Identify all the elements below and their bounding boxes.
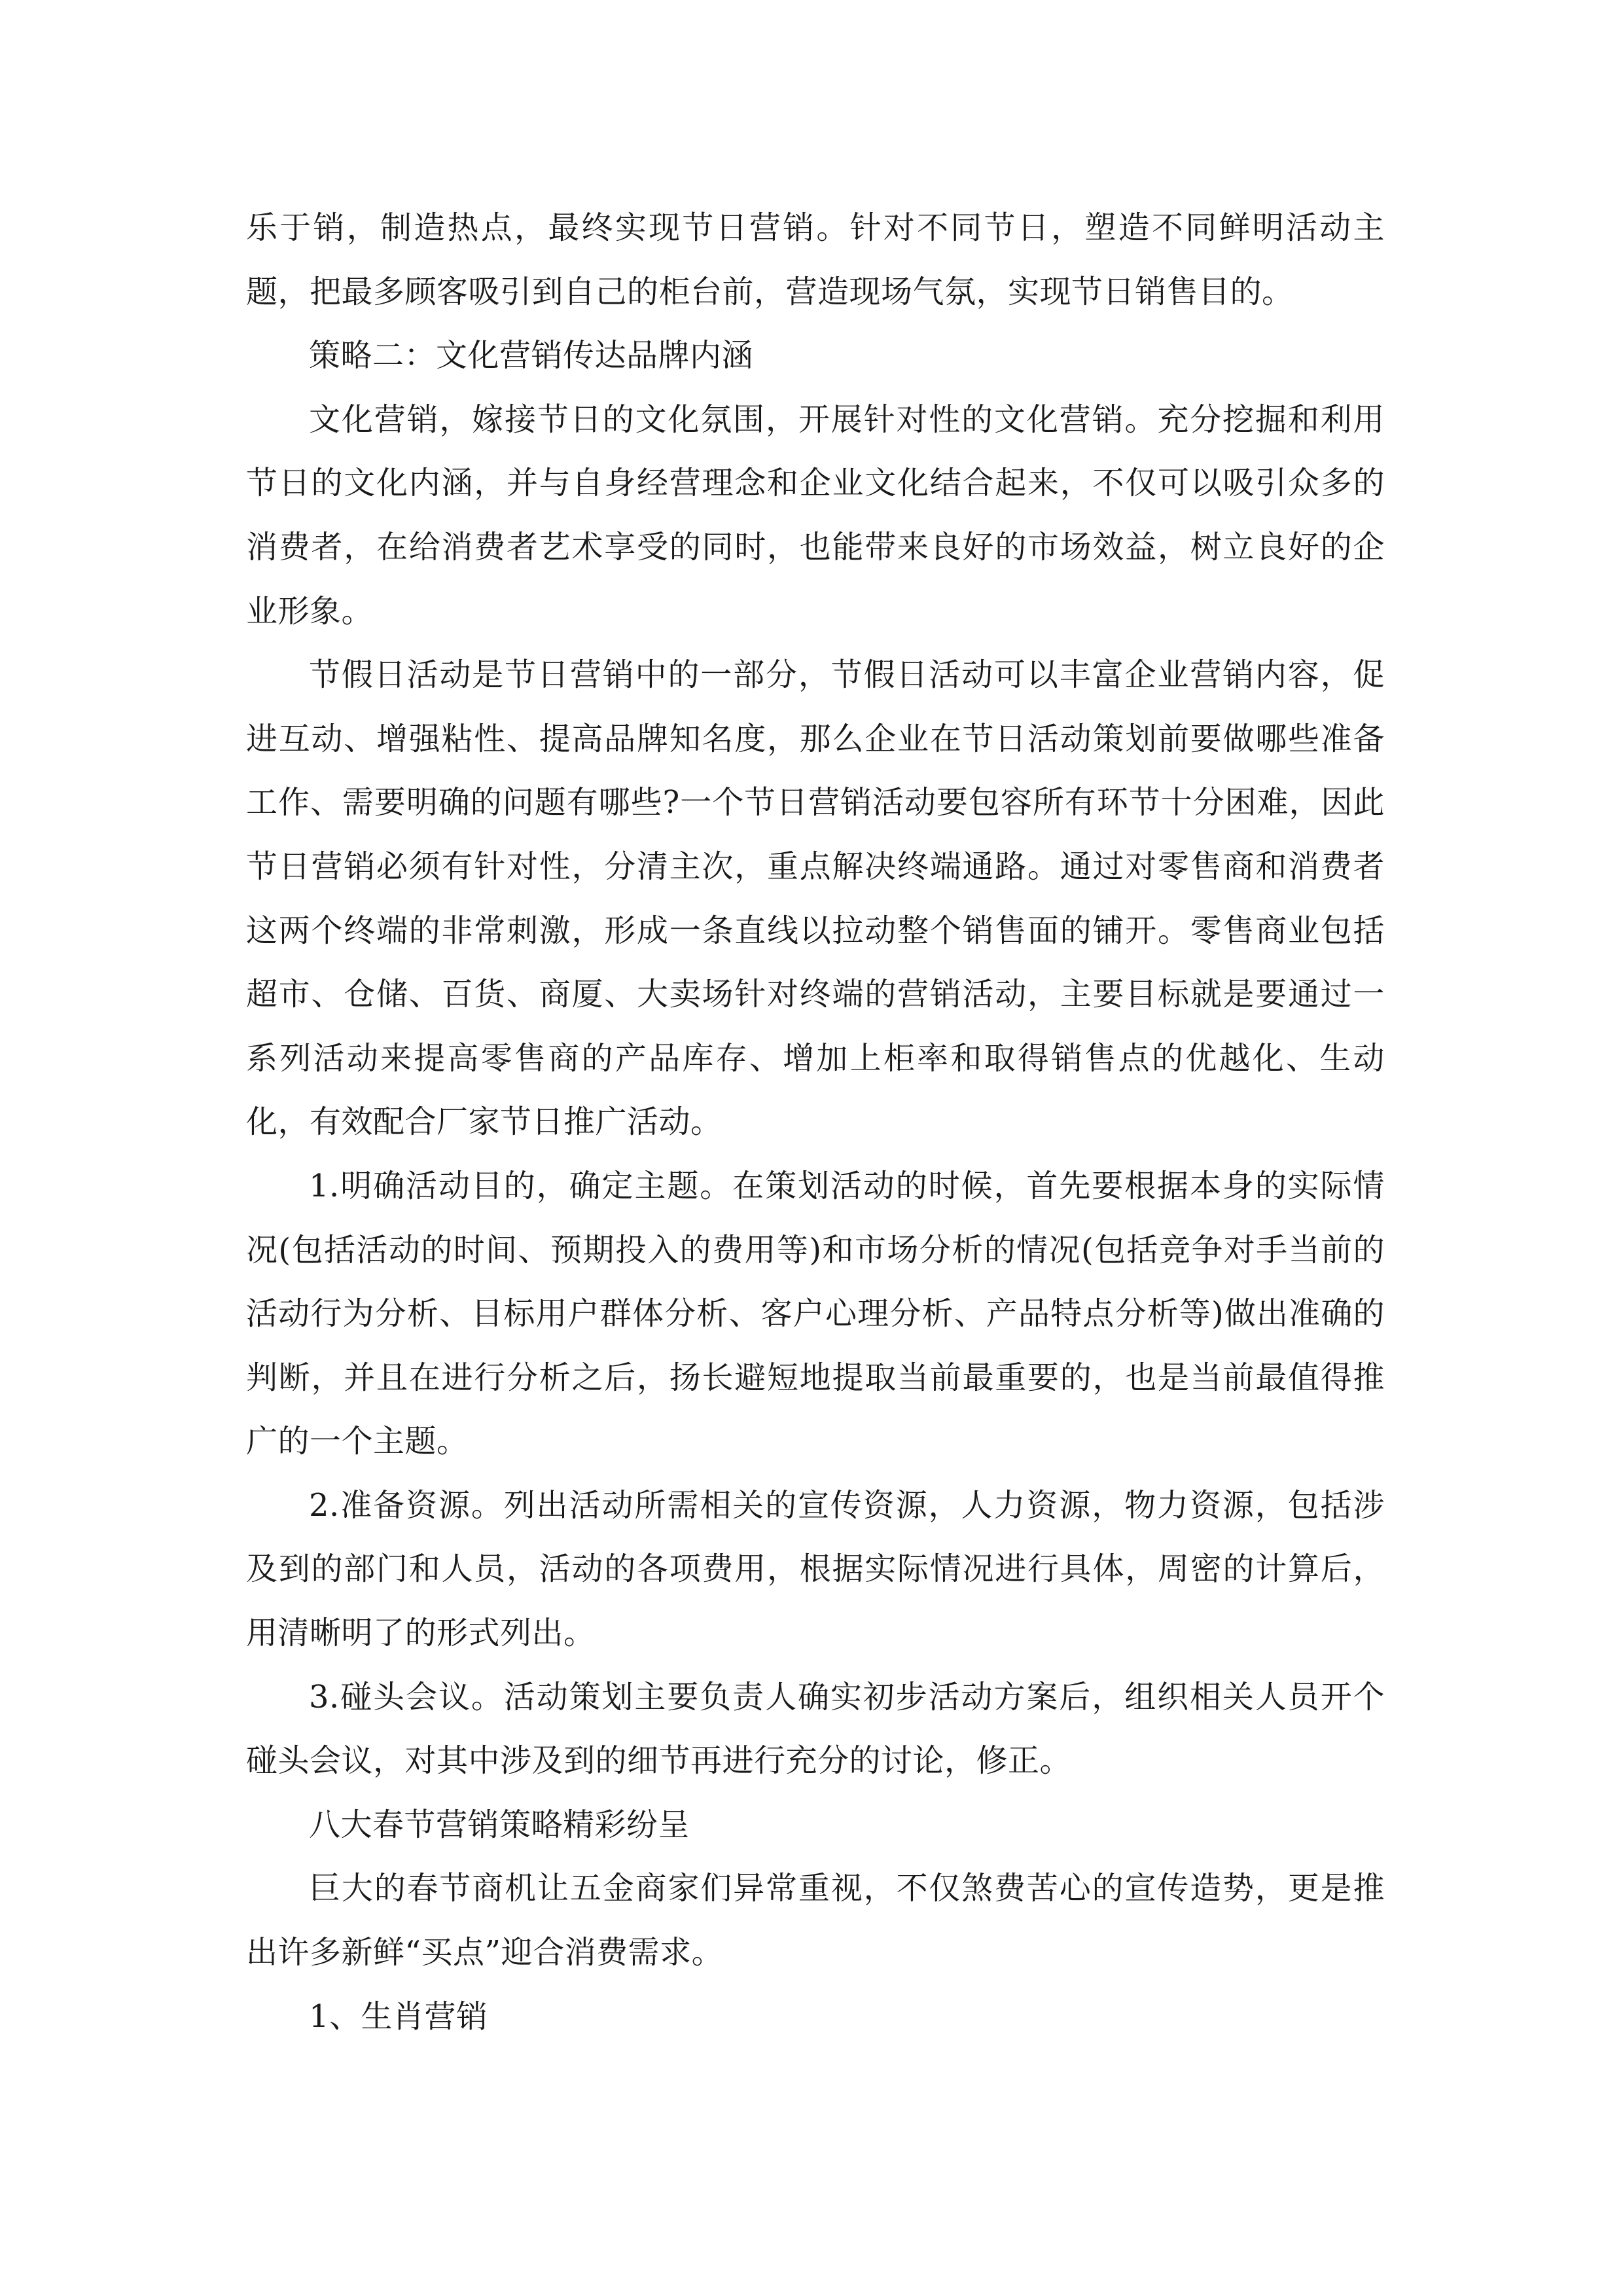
heading-eight-strategies: 八大春节营销策略精彩纷呈 <box>309 1806 690 1843</box>
paragraph-continuation: 乐于销，制造热点，最终实现节日营销。针对不同节日，塑造不同鲜明活动主题，把最多顾客吸引到自己的柜台前，营造现场气氛，实现节日销售目的。 <box>246 209 1385 310</box>
paragraph-item-1: 1.明确活动目的，确定主题。在策划活动的时候，首先要根据本身的实际情况(包括活动的时间、预期投入的费用等)和市场分析的情况(包括竞争对手当前的活动行为分析、目标用户群体分析、客户心理分析、产品特点分析等)做出准确的判断，并且在进行分析之后，扬长避短地提取当前最重要的，也是当前最值得推广的一个主题。 <box>246 1167 1385 1460</box>
paragraph-item-3: 3.碰头会议。活动策划主要负责人确实初步活动方案后，组织相关人员开个碰头会议，对其中涉及到的细节再进行充分的讨论，修正。 <box>246 1678 1385 1780</box>
paragraph-cultural-marketing: 文化营销，嫁接节日的文化氛围，开展针对性的文化营销。充分挖掘和利用节日的文化内涵，并与自身经营理念和企业文化结合起来，不仅可以吸引众多的消费者，在给消费者艺术享受的同时，也能带来良好的市场效益，树立良好的企业形象。 <box>246 401 1385 630</box>
paragraph-spring-festival: 巨大的春节商机让五金商家们异常重视，不仅煞费苦心的宣传造势，更是推出许多新鲜“买点”迎合消费需求。 <box>246 1870 1385 1971</box>
heading-strategy-two: 策略二：文化营销传达品牌内涵 <box>309 337 754 374</box>
heading-zodiac-marketing: 1、生肖营销 <box>309 1998 488 2035</box>
paragraph-holiday-activities: 节假日活动是节日营销中的一部分，节假日活动可以丰富企业营销内容，促进互动、增强粘性、提高品牌知名度，那么企业在节日活动策划前要做哪些准备工作、需要明确的问题有哪些?一个节日营销活动要包容所有环节十分困难，因此节日营销必须有针对性，分清主次，重点解决终端通路。通过对零售商和消费者这两个终端的非常刺激，形成一条直线以拉动整个销售面的铺开。零售商业包括超市、仓储、百货、商厦、大卖场针对终端的营销活动，主要目标就是要通过一系列活动来提高零售商的产品库存、增加上柜率和取得销售点的优越化、生动化，有效配合厂家节日推广活动。 <box>246 656 1385 1141</box>
document-body <box>246 196 1385 2049</box>
paragraph-item-2: 2.准备资源。列出活动所需相关的宣传资源，人力资源，物力资源，包括涉及到的部门和人员，活动的各项费用，根据实际情况进行具体，周密的计算后，用清晰明了的形式列出。 <box>246 1486 1385 1652</box>
